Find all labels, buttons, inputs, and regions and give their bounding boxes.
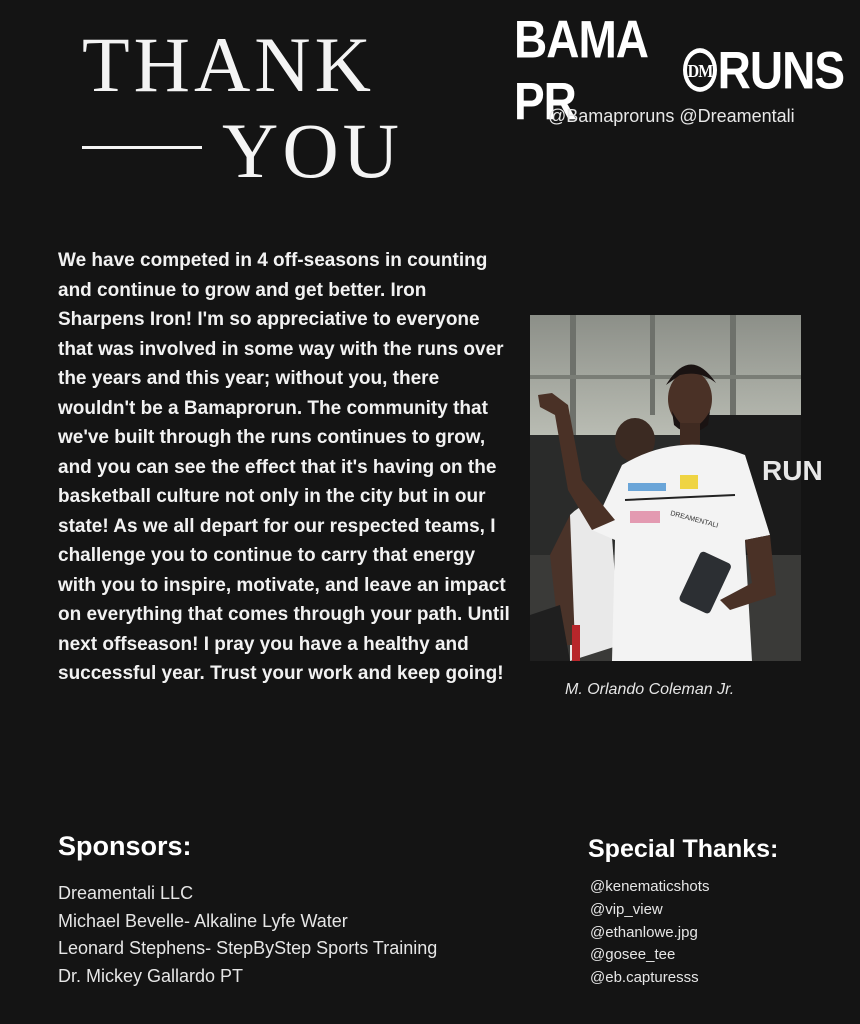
special-thanks-title: Special Thanks: [588, 835, 779, 863]
sponsor-item: Dreamentali LLC [58, 883, 194, 903]
photo-caption: M. Orlando Coleman Jr. [565, 681, 735, 698]
social-handles: @Bamaproruns @Dreamentali [548, 106, 795, 126]
heading-divider [82, 146, 202, 149]
brand-text-part2: RUNS [717, 40, 844, 100]
special-thanks-item: @ethanlowe.jpg [590, 923, 698, 941]
special-thanks-item: @vip_view [590, 900, 663, 918]
svg-text:DREAMENTALI: DREAMENTALI [669, 510, 719, 530]
sponsors-list [58, 880, 437, 990]
brand-text-part1: BAMA PR [514, 9, 647, 131]
sponsors-title: Sponsors: [58, 831, 192, 861]
sponsor-item: Michael Bevelle- Alkaline Lyfe Water [58, 910, 348, 931]
dm-monogram-icon [683, 48, 717, 92]
svg-text:RUN: RUN [762, 455, 823, 486]
thank-you-message: We have competed in 4 off-seasons in counting and continue to grow and get better. Iron Sharpens Iron! I'm so appreciative to everyone that was involved in some way with the runs over the years and this year; without you, there wouldn't be a Bamaprorun. The community that we've built through the runs continues to grow, and you can see the effect that it's having on the basketball culture not only in the city but in our state! As we all depart for our respected teams, I challenge you to continue to carry that energy with you to inspire, motivate, and leave an impact on everything that comes through your path. Until next offseason! I pray you have a healthy and successful year. Trust your work and keep going! [58, 250, 510, 684]
heading-you: YOU [222, 107, 403, 194]
heading-thank: THANK [82, 21, 375, 108]
special-thanks-list [590, 876, 709, 990]
svg-text:DM: DM [687, 60, 712, 82]
player-photo [530, 315, 823, 661]
sponsor-item: Leonard Stephens- StepByStep Sports Training [58, 938, 438, 958]
special-thanks-item: @eb.capturesss [590, 969, 699, 987]
special-thanks-item: @gosee_tee [590, 946, 676, 964]
special-thanks-item: @kenematicshots [590, 878, 710, 895]
sponsor-item: Dr. Mickey Gallardo PT [58, 965, 244, 986]
heading-you-row [82, 107, 412, 194]
